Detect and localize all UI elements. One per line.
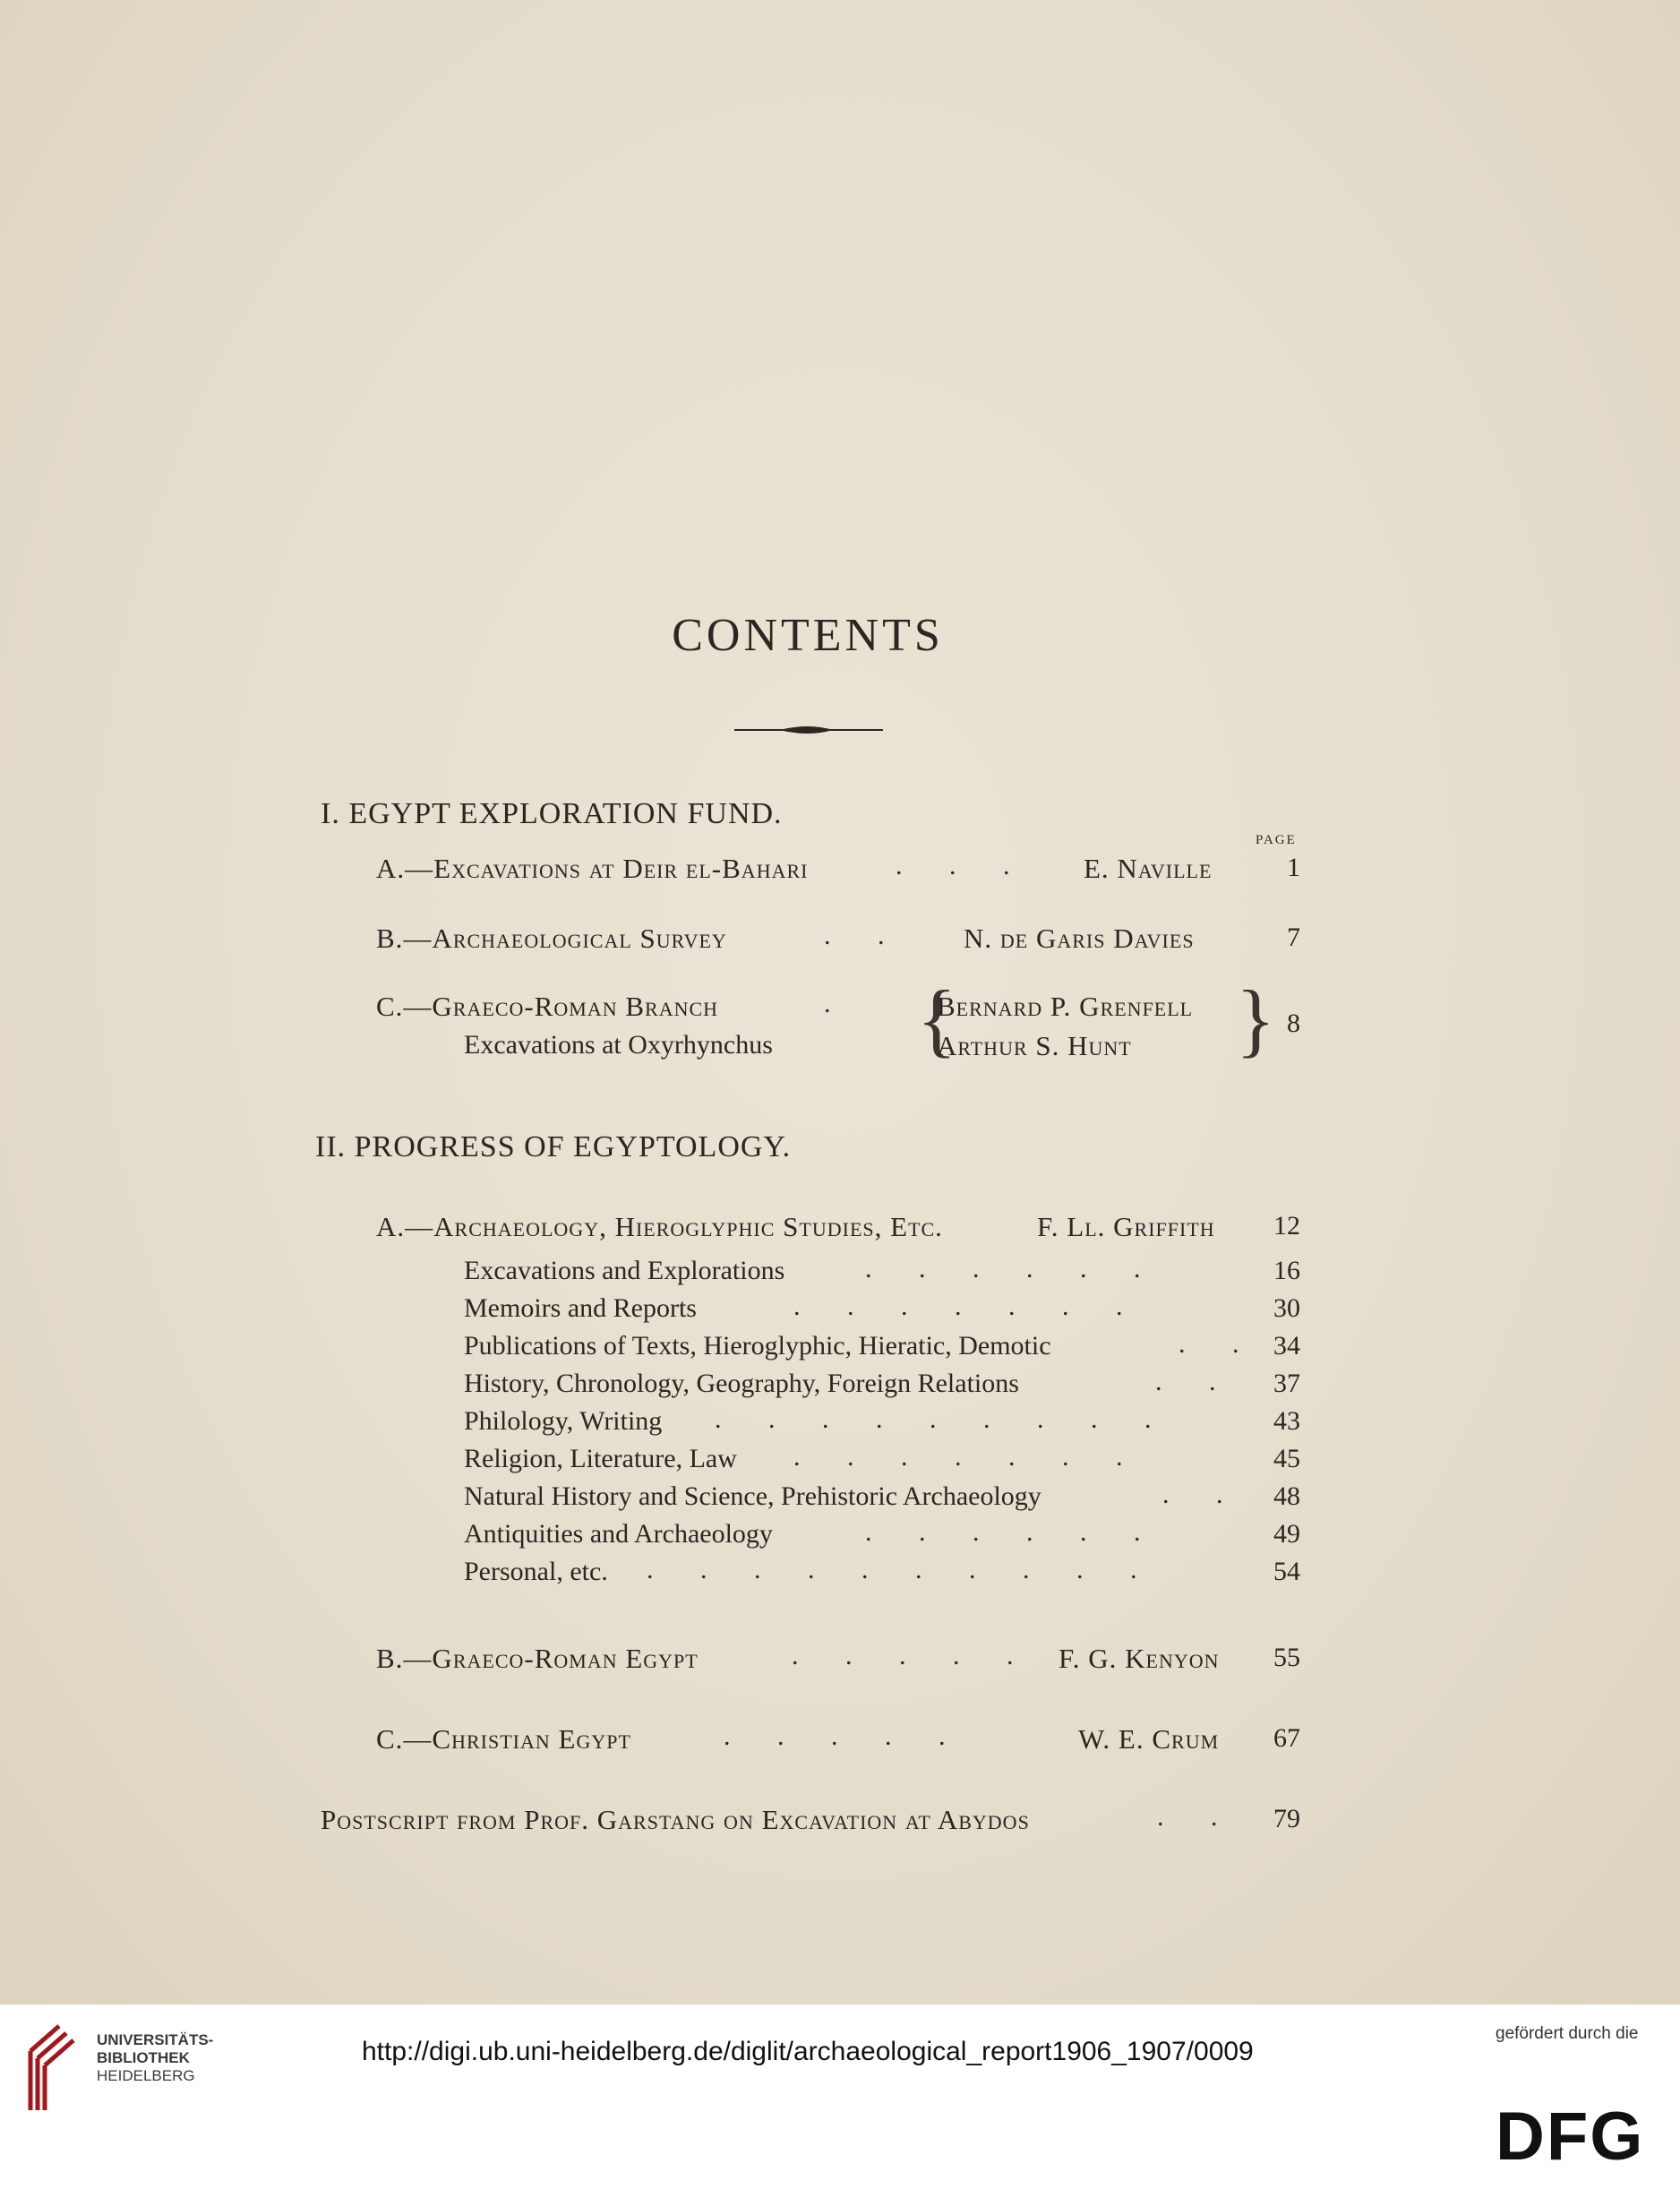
leader-dots: . . . . . bbox=[792, 1641, 1014, 1670]
toc-author: Arthur S. Hunt bbox=[937, 1030, 1132, 1061]
page-column-label: PAGE bbox=[1256, 833, 1297, 847]
leader-dots: . . . . . . . . . bbox=[715, 1404, 1152, 1434]
leader-dots: . . . . . bbox=[724, 1721, 946, 1751]
leader-dots: . . bbox=[824, 921, 885, 950]
toc-page-number: 54 bbox=[1273, 1557, 1300, 1586]
leader-dots: . . . . . . bbox=[865, 1517, 1141, 1547]
toc-page-number: 30 bbox=[1273, 1293, 1300, 1323]
library-logo-icon bbox=[18, 2024, 84, 2114]
toc-page-number: 12 bbox=[1273, 1211, 1300, 1240]
leader-dots: . bbox=[824, 989, 831, 1018]
library-name-line3: HEIDELBERG bbox=[97, 2067, 195, 2084]
library-name bbox=[97, 2031, 213, 2085]
toc-page-number: 79 bbox=[1273, 1804, 1300, 1833]
toc-page-number: 55 bbox=[1273, 1643, 1300, 1672]
permalink-url[interactable]: http://digi.ub.uni-heidelberg.de/diglit/archaeological_report1906_1907/0009 bbox=[362, 2037, 1254, 2066]
part1-heading: I. EGYPT EXPLORATION FUND. bbox=[321, 797, 783, 830]
toc-entry-part2-b: B.—Graeco-Roman Egypt bbox=[376, 1643, 699, 1674]
leader-dots: . . . . . . bbox=[865, 1254, 1141, 1283]
toc-subentry: Personal, etc. bbox=[464, 1557, 608, 1586]
toc-entry-part1-b: B.—Archaeological Survey bbox=[376, 923, 727, 954]
leader-dots: . . . . . . . bbox=[793, 1292, 1123, 1321]
page-title: CONTENTS bbox=[672, 610, 944, 661]
toc-entry-part1-a: A.—Excavations at Deir el-Bahari bbox=[376, 853, 809, 884]
toc-author: F. Ll. Griffith bbox=[1037, 1211, 1215, 1242]
digitization-footer bbox=[0, 2004, 1680, 2189]
toc-subentry: Philology, Writing bbox=[464, 1406, 663, 1436]
toc-page-number: 1 bbox=[1287, 853, 1300, 882]
library-name-line1: UNIVERSITÄTS- bbox=[97, 2031, 214, 2048]
dfg-logo: DFG bbox=[1496, 2099, 1645, 2175]
toc-author: Bernard P. Grenfell bbox=[937, 991, 1194, 1022]
toc-subentry: History, Chronology, Geography, Foreign Relations bbox=[464, 1369, 1019, 1398]
leader-dots: . . bbox=[1155, 1367, 1216, 1396]
right-brace: } bbox=[1236, 974, 1276, 1065]
toc-subentry: Antiquities and Archaeology bbox=[464, 1519, 773, 1549]
toc-author: N. de Garis Davies bbox=[964, 923, 1195, 954]
toc-page-number: 48 bbox=[1273, 1481, 1300, 1511]
toc-page-number: 16 bbox=[1273, 1256, 1300, 1285]
leader-dots: . . . . . . . bbox=[793, 1442, 1123, 1472]
ornament-divider bbox=[734, 720, 883, 740]
toc-page-number: 45 bbox=[1273, 1444, 1300, 1473]
toc-page-number: 67 bbox=[1273, 1723, 1300, 1753]
toc-entry-part2-a: A.—Archaeology, Hieroglyphic Studies, Etc. bbox=[376, 1211, 943, 1242]
toc-subentry: Natural History and Science, Prehistoric Archaeology bbox=[464, 1481, 1041, 1511]
toc-author: W. E. Crum bbox=[1078, 1723, 1220, 1755]
toc-postscript: Postscript from Prof. Garstang on Excavation at Abydos bbox=[321, 1804, 1030, 1835]
library-name-line2: BIBLIOTHEK bbox=[97, 2049, 190, 2066]
funding-label: gefördert durch die bbox=[1496, 2024, 1639, 2043]
leader-dots: . . bbox=[1157, 1802, 1218, 1832]
toc-author: E. Naville bbox=[1084, 853, 1213, 884]
part2-heading: II. PROGRESS OF EGYPTOLOGY. bbox=[315, 1130, 792, 1163]
toc-entry-part2-c: C.—Christian Egypt bbox=[376, 1723, 631, 1755]
toc-entry-part1-c: C.—Graeco-Roman Branch bbox=[376, 991, 719, 1022]
toc-page-number: 34 bbox=[1273, 1331, 1300, 1361]
toc-subentry: Excavations at Oxyrhynchus bbox=[464, 1030, 773, 1060]
leader-dots: . . . . . . . . . . bbox=[647, 1555, 1137, 1584]
toc-page-number: 43 bbox=[1273, 1406, 1300, 1436]
toc-subentry: Religion, Literature, Law bbox=[464, 1444, 737, 1473]
toc-page-number: 7 bbox=[1287, 923, 1300, 952]
toc-page-number: 8 bbox=[1287, 1009, 1300, 1038]
toc-subentry: Memoirs and Reports bbox=[464, 1293, 697, 1323]
toc-subentry: Publications of Texts, Hieroglyphic, Hieratic, Demotic bbox=[464, 1331, 1051, 1361]
toc-page-number: 49 bbox=[1273, 1519, 1300, 1549]
leader-dots: . . bbox=[1162, 1480, 1223, 1509]
left-brace: { bbox=[917, 974, 957, 1065]
leader-dots: . . bbox=[1179, 1329, 1239, 1359]
toc-subentry: Excavations and Explorations bbox=[464, 1256, 785, 1285]
toc-page-number: 37 bbox=[1273, 1369, 1300, 1398]
leader-dots: . . . bbox=[896, 851, 1010, 880]
toc-author: F. G. Kenyon bbox=[1059, 1643, 1220, 1674]
